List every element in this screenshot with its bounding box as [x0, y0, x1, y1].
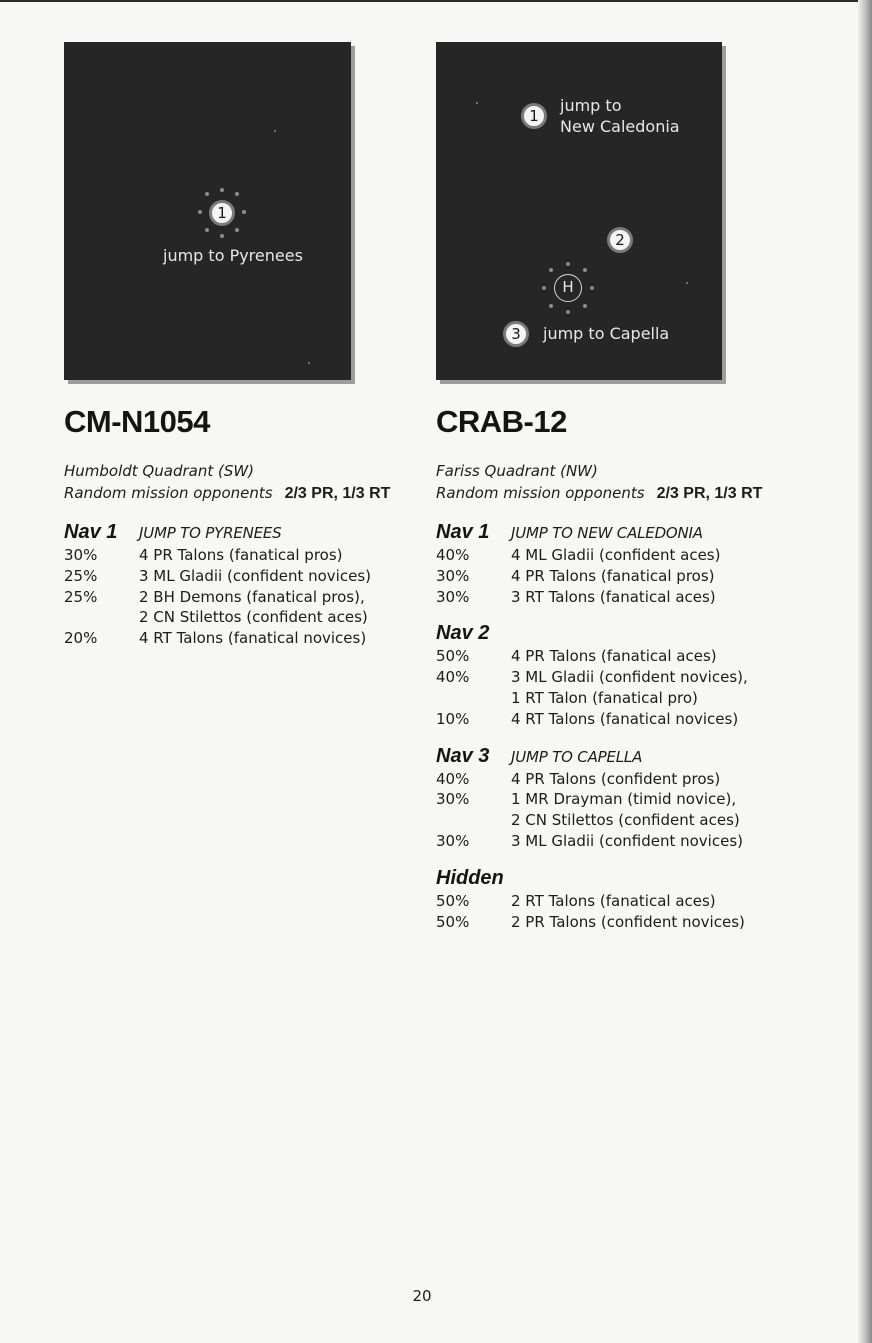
encounter-percent: 50%	[436, 891, 470, 910]
nav-dot	[235, 228, 239, 232]
encounter-row	[436, 769, 816, 790]
encounter-text: 4 PR Talons (confident pros)	[511, 769, 721, 788]
nav-dot	[549, 268, 553, 272]
nav-3-marker: 3	[503, 321, 529, 347]
nav-label: Nav 3	[436, 744, 490, 767]
encounter-text: 2 BH Demons (fanatical pros), 2 CN Stilettos (confident aces)	[139, 587, 368, 627]
nav-dot	[220, 188, 224, 192]
nav-section-1	[436, 521, 816, 607]
encounter-percent: 20%	[64, 629, 98, 648]
encounter-row	[436, 891, 816, 912]
encounter-percent: 40%	[436, 769, 470, 788]
nav-dot	[205, 228, 209, 232]
encounter-row	[64, 587, 444, 629]
encounter-text: 4 RT Talons (fanatical novices)	[139, 629, 367, 648]
encounter-text: 3 ML Gladii (confident novices)	[511, 831, 743, 850]
encounter-text: 4 PR Talons (fanatical aces)	[511, 647, 717, 666]
jump-note: JUMP TO PYRENEES	[139, 524, 282, 542]
home-base-marker: H	[554, 274, 582, 302]
nav-label: Nav 1	[436, 521, 490, 543]
system-title: CRAB-12	[436, 404, 567, 439]
nav-label: Hidden	[436, 866, 504, 889]
map-label-jump-new-caledonia	[560, 95, 680, 137]
encounter-text: 1 MR Drayman (timid novice), 2 CN Stilettos (confident aces)	[511, 790, 740, 830]
encounter-row	[436, 646, 816, 667]
nav-dot	[235, 192, 239, 196]
nav-dot	[242, 210, 246, 214]
opponents-value: 2/3 PR, 1/3 RT	[284, 485, 391, 502]
opponents-label: Random mission opponents	[436, 484, 645, 502]
encounter-text: 4 ML Gladii (confident aces)	[511, 546, 721, 564]
encounter-row	[436, 831, 816, 852]
system-map-crab-12	[436, 42, 722, 380]
encounter-row	[436, 789, 816, 831]
nav-section-1	[64, 521, 444, 649]
nav-dot	[205, 192, 209, 196]
encounter-text: 4 PR Talons (fanatical pros)	[139, 546, 343, 564]
encounter-row	[436, 587, 816, 608]
nav-dot	[583, 268, 587, 272]
nav-2-marker: 2	[607, 227, 633, 253]
jump-note: JUMP TO CAPELLA	[511, 747, 643, 766]
system-title: CM-N1054	[64, 404, 210, 439]
quadrant: Fariss Quadrant (NW)	[436, 462, 598, 480]
opponents-value: 2/3 PR, 1/3 RT	[656, 485, 763, 502]
encounter-percent: 30%	[436, 790, 470, 809]
quadrant: Humboldt Quadrant (SW)	[64, 462, 255, 480]
nav-dot	[583, 304, 587, 308]
system-meta	[64, 460, 390, 505]
encounter-percent: 30%	[436, 587, 470, 606]
encounter-percent: 25%	[64, 566, 98, 585]
system-meta	[436, 460, 762, 505]
encounter-row	[436, 667, 816, 709]
encounter-percent: 25%	[64, 587, 98, 606]
nav-dot	[549, 304, 553, 308]
nav-dot	[220, 234, 224, 238]
encounter-percent: 40%	[436, 668, 470, 687]
nav-dot	[566, 262, 570, 266]
encounter-row	[64, 628, 444, 649]
encounter-text: 3 ML Gladii (confident novices), 1 RT Talon (fanatical pro)	[511, 668, 748, 707]
nav-1-marker: 1	[209, 200, 235, 226]
encounter-text: 3 RT Talons (fanatical aces)	[511, 587, 716, 606]
encounter-percent: 30%	[64, 546, 98, 564]
encounter-row	[64, 566, 444, 587]
encounter-row	[64, 545, 444, 566]
star	[476, 102, 478, 104]
encounter-text: 2 PR Talons (confident novices)	[511, 912, 745, 931]
opponents-line	[64, 482, 390, 505]
nav-section-3	[436, 745, 816, 852]
encounter-row	[436, 545, 816, 566]
nav-label: Nav 1	[64, 521, 118, 543]
nav-section-2	[436, 622, 816, 729]
system-map-cm-n1054	[64, 42, 351, 380]
page-top-rule	[0, 0, 872, 2]
opponents-label: Random mission opponents	[64, 484, 273, 502]
page-number: 20	[412, 1287, 432, 1305]
nav-label: Nav 2	[436, 622, 490, 645]
encounter-text: 3 ML Gladii (confident novices)	[139, 566, 371, 585]
star	[308, 362, 310, 364]
map-label-jump-pyrenees: jump to Pyrenees	[163, 246, 303, 265]
nav-dot	[590, 286, 594, 290]
jump-note: JUMP TO NEW CALEDONIA	[511, 524, 703, 542]
encounter-percent: 40%	[436, 546, 470, 564]
encounter-row	[436, 912, 816, 933]
encounter-percent: 10%	[436, 709, 470, 728]
nav-dot	[198, 210, 202, 214]
star	[274, 130, 276, 132]
page-binding-shadow	[858, 0, 872, 1343]
nav-section-hidden	[436, 867, 816, 933]
nav-list	[436, 521, 816, 947]
encounter-text: 4 PR Talons (fanatical pros)	[511, 566, 715, 585]
nav-1-marker: 1	[521, 103, 547, 129]
encounter-row	[436, 566, 816, 587]
encounter-text: 4 RT Talons (fanatical novices)	[511, 709, 739, 728]
map-label-text: jump to New Caledonia	[560, 96, 680, 136]
encounter-percent: 50%	[436, 912, 470, 931]
nav-dot	[542, 286, 546, 290]
map-label-jump-capella: jump to Capella	[543, 324, 670, 343]
encounter-percent: 30%	[436, 831, 470, 850]
encounter-row	[436, 709, 816, 730]
encounter-percent: 50%	[436, 647, 470, 666]
opponents-line	[436, 482, 762, 505]
nav-dot	[566, 310, 570, 314]
star	[686, 282, 688, 284]
nav-list	[64, 521, 444, 664]
encounter-text: 2 RT Talons (fanatical aces)	[511, 891, 716, 910]
encounter-percent: 30%	[436, 566, 470, 585]
